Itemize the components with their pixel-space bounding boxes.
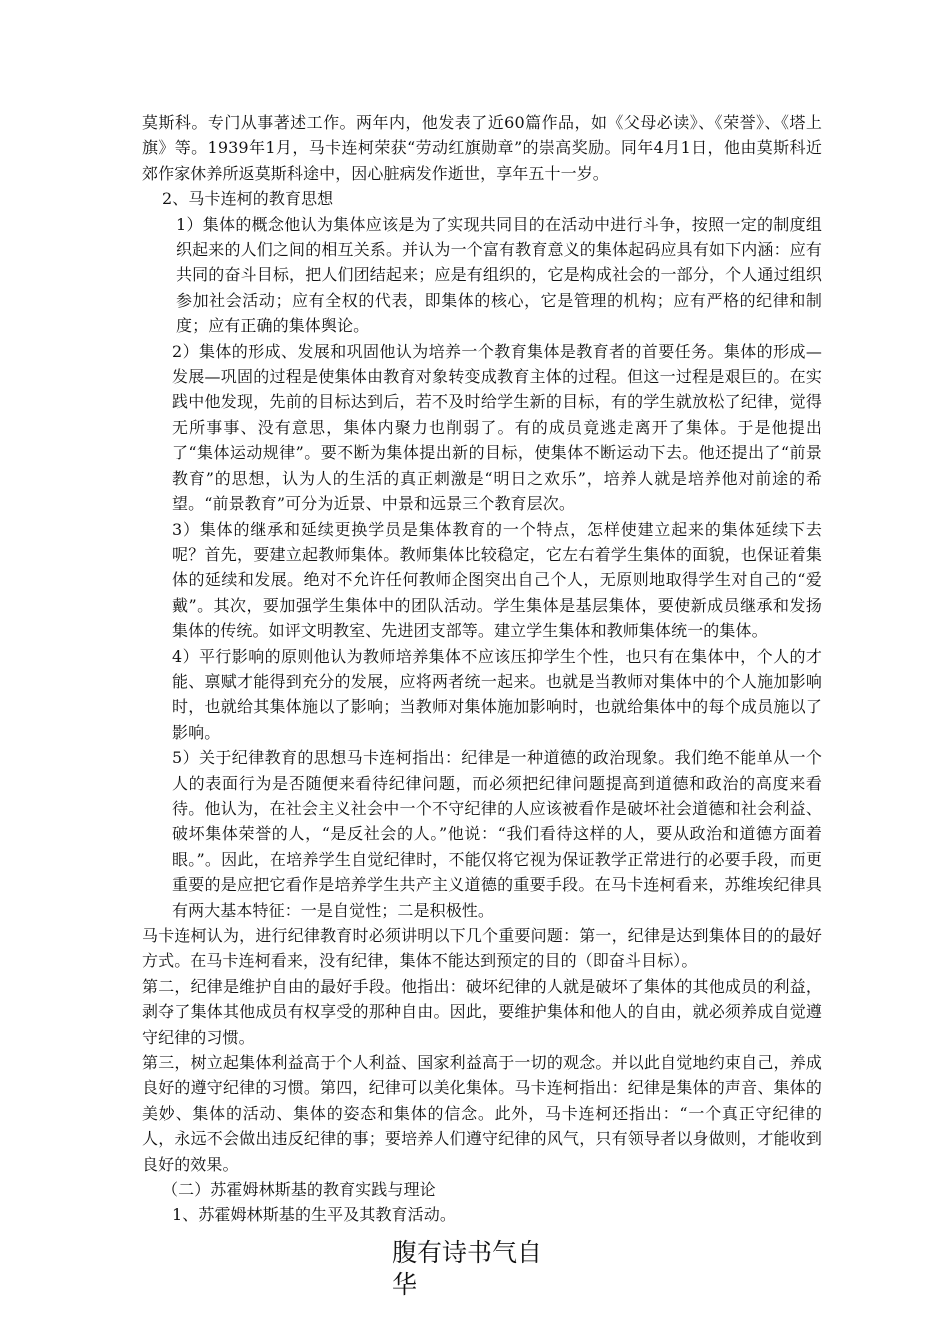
- section-heading-education-thought: 2、马卡连柯的教育思想: [162, 189, 334, 209]
- paragraph-discipline-education: 5）关于纪律教育的思想马卡连柯指出：纪律是一种道德的政治现象。我们绝不能单从一个人的表面行为是否随便来看待纪律问题，而必须把纪律问题提高到道德和政治的高度来看待。他认为，在社会主义社会中一个不守纪律的人应该被看作是破坏社会道德和社会利益、破坏集体荣誉的人，“是反社会的人。”他说：“我们看待这样的人，要从政治和道德方面着眼。”。因此，在培养学生自觉纪律时，不能仅将它视为保证教学正常进行的必要手段，而更重要的是应把它看作是培养学生共产主义道德的重要手段。在马卡连柯看来，苏维埃纪律具有两大基本特征：一是自觉性；二是积极性。: [172, 748, 822, 920]
- paragraph-parallel-influence: 4）平行影响的原则他认为教师培养集体不应该压抑学生个性，也只有在集体中，个人的才能、禀赋才能得到充分的发展，应将两者统一起来。也就是当教师对集体中的个人施加影响时，也就给其集体施以了影响；当教师对集体施加影响时，也就给集体中的每个成员施以了影响。: [172, 646, 822, 742]
- paragraph-biography-end: 莫斯科。专门从事著述工作。两年内，他发表了近60篇作品，如《父母必读》、《荣誉》、《塔上旗》等。1939年1月，马卡连柯荣获“劳动红旗勋章”的崇高奖励。同年4月1日，他由莫斯科近郊作家休养所返莫斯科途中，因心脏病发作逝世，享年五十一岁。: [142, 113, 822, 183]
- paragraph-discipline-third-fourth: 第三，树立起集体利益高于个人利益、国家利益高于一切的观念。并以此自觉地约束自己，养成良好的遵守纪律的习惯。第四，纪律可以美化集体。马卡连柯指出：纪律是集体的声音、集体的美妙、集体的活动、集体的姿态和集体的信念。此外，马卡连柯还指出：“一个真正守纪律的人，永远不会做出违反纪律的事；要培养人们遵守纪律的风气，只有领导者以身做则，才能收到良好的效果。: [142, 1053, 822, 1174]
- paragraph-collective-continuation: 3）集体的继承和延续更换学员是集体教育的一个特点，怎样使建立起来的集体延续下去呢？首先，要建立起教师集体。教师集体比较稳定，它左右着学生集体的面貌，也保证着集体的延续和发展。绝对不允许任何教师企图突出自己个人，无原则地取得学生对自己的“爱戴”。其次，要加强学生集体中的团队活动。学生集体是基层集体，要使新成员继承和发扬集体的传统。如评文明教室、先进团支部等。建立学生集体和教师集体统一的集体。: [172, 519, 822, 641]
- subheading-sukhomlinsky-life: 1、苏霍姆林斯基的生平及其教育活动。: [172, 1205, 456, 1225]
- paragraph-discipline-first: 马卡连柯认为，进行纪律教育时必须讲明以下几个重要问题：第一，纪律是达到集体目的的最好方式。在马卡连柯看来，没有纪律，集体不能达到预定的目的（即奋斗目标）。: [142, 926, 822, 971]
- paragraph-discipline-second: 第二，纪律是维护自由的最好手段。他指出：破坏纪律的人就是破坏了集体的其他成员的利益，剥夺了集体其他成员有权享受的那种自由。因此，要维护集体和他人的自由，就必须养成自觉遵守纪律的习惯。: [142, 976, 822, 1047]
- footer-motto: 腹有诗书气自华: [392, 1238, 543, 1299]
- section-heading-sukhomlinsky: （二）苏霍姆林斯基的教育实践与理论: [162, 1180, 436, 1200]
- paragraph-collective-concept: 1）集体的概念他认为集体应该是为了实现共同目的在活动中进行斗争，按照一定的制度组织起来的人们之间的相互关系。并认为一个富有教育意义的集体起码应具有如下内涵：应有共同的奋斗目标，把人们团结起来；应是有组织的，它是构成社会的一部分，个人通过组织参加社会活动；应有全权的代表，即集体的核心，它是管理的机构；应有严格的纪律和制度；应有正确的集体舆论。: [176, 214, 822, 336]
- body-text: [142, 110, 822, 1228]
- paragraph-collective-formation: 2）集体的形成、发展和巩固他认为培养一个教育集体是教育者的首要任务。集体的形成—发展—巩固的过程是使集体由教育对象转变成教育主体的过程。但这一过程是艰巨的。在实践中他发现，先前的目标达到后，若不及时给学生新的目标，有的学生就放松了纪律，觉得无所事事、没有意思，集体内聚力也削弱了。有的成员竟逃走离开了集体。于是他提出了“集体运动规律”。要不断为集体提出新的目标，使集体不断运动下去。他还提出了“前景教育”的思想，认为人的生活的真正刺激是“明日之欢乐”，培养人就是培养他对前途的希望。“前景教育”可分为近景、中景和远景三个教育层次。: [172, 341, 822, 514]
